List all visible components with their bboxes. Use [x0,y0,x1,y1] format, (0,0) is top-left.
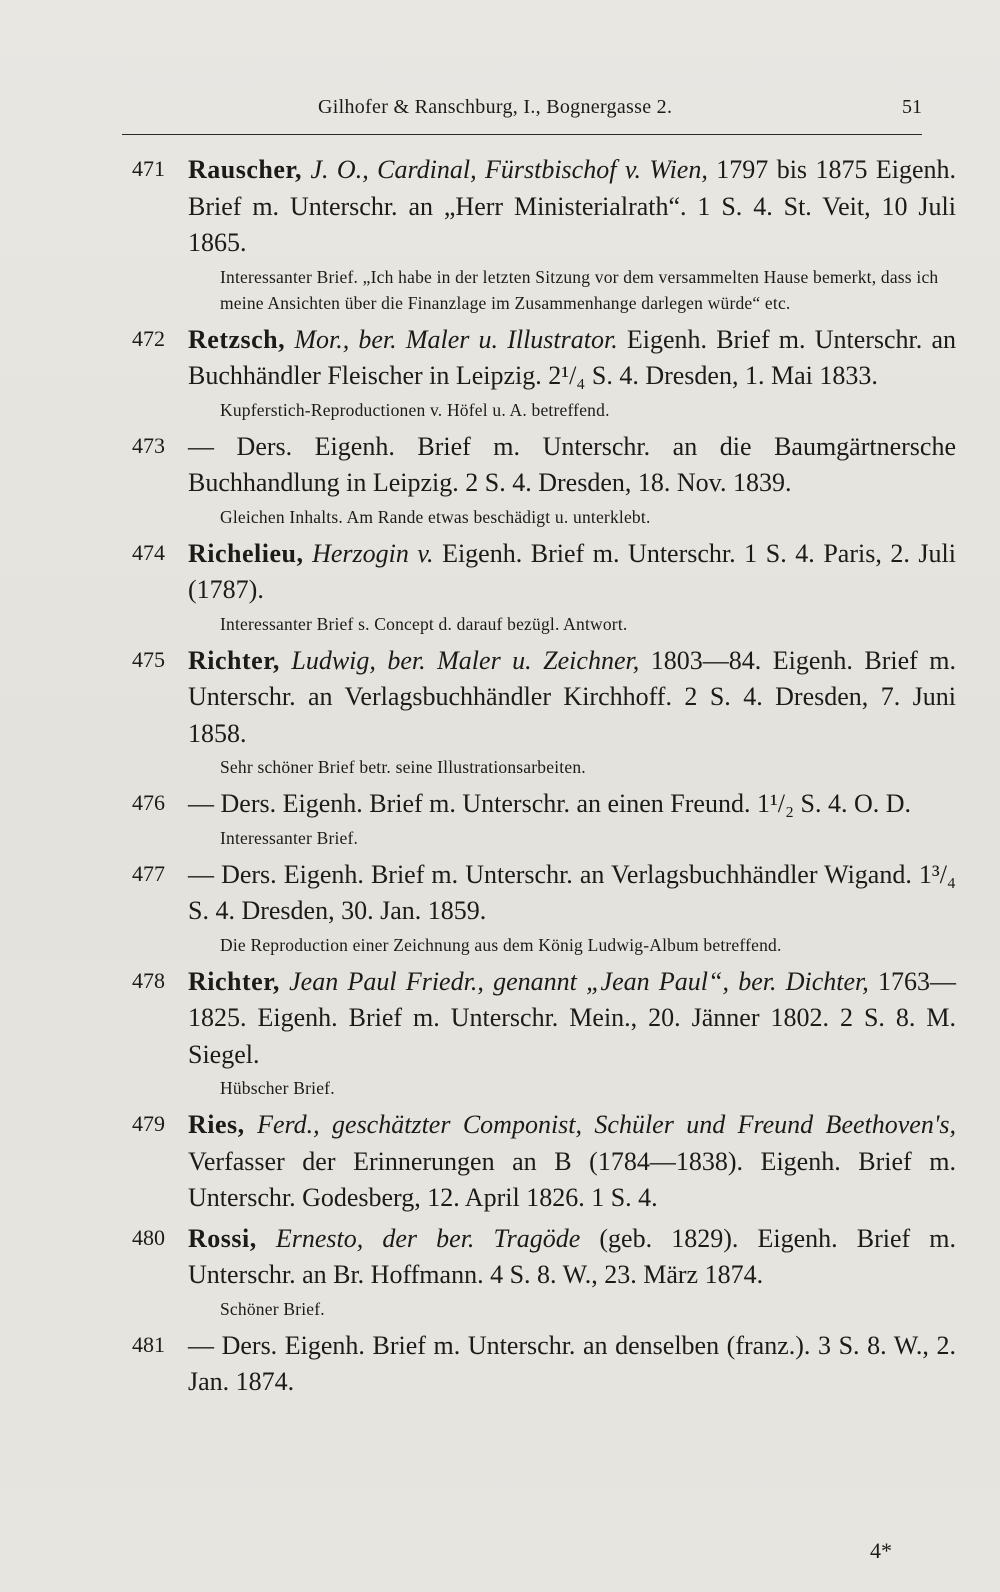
entry-note: Kupferstich-Reproductionen v. Höfel u. A. betreffend. [220,399,610,420]
entry-number: 481 [132,1331,165,1357]
entry-number: 471 [132,156,165,181]
entry-details: Eigenh. Brief m. Unterschr. an Buchhändler Fleischer in Leipzig. 2¹/₄ S. 4. Dresden, 1. Mai 1833. [188,324,956,390]
entry-details: 1763—1825. Eigenh. Brief m. Unterschr. Mein., 20. Jänner 1802. 2 S. 8. M. Siegel. [188,966,957,1069]
signature-mark: 4* [870,1538,892,1563]
entry-details: — Ders. Eigenh. Brief m. Unterschr. an denselben (franz.). 3 S. 8. W., 2. Jan. 1874. [188,1330,956,1396]
catalog-entry [132,857,956,958]
catalog-entry [132,786,952,851]
entry-description: Ferd., geschätzter Componist, Schüler und Freund Beethoven's, [257,1110,957,1139]
entry-text-block [188,536,956,609]
entry-details: — Ders. Eigenh. Brief m. Unterschr. an Verlagsbuchhändler Wigand. 1³/₄ S. 4. Dresden, 30. Jan. 1859. [188,859,956,925]
entry-details: (geb. 1829). Eigenh. Brief m. Unterschr. an Br. Hoffmann. 4 S. 8. W., 23. März 1874. [188,1223,957,1289]
entry-name: Ries, [188,1110,245,1139]
entry-note: Interessanter Brief s. Concept d. darauf bezügl. Antwort. [220,613,628,634]
catalog-entry [132,1107,957,1217]
entry-note-text: Die Reproduction einer Zeichnung aus dem König Ludwig-Album betreffend. [220,934,782,955]
entry-description: Ludwig, ber. Maler u. Zeichner, [291,645,640,675]
catalog-entry [132,152,957,316]
entry-text-block [188,964,956,1074]
entry-name: Rossi, [188,1223,257,1253]
entry-details: 1803—84. Eigenh. Brief m. Unterschr. an Verlagsbuchhändler Kirchhoff. 2 S. 4. Dresden, 7. Juni 1858. [188,645,957,748]
entry-note: Schöner Brief. [220,1298,325,1319]
entry-text-block [188,429,956,502]
entry-name: Richter, [188,645,280,675]
page-header [122,94,922,135]
entry-note: Gleichen Inhalts. Am Rande etwas beschädigt u. unterklebt. [220,506,651,527]
entry-name: Rauscher, [188,155,303,184]
entry-text-block [188,857,956,930]
entry-number: 479 [132,1111,165,1136]
entry-number: 480 [132,1224,165,1250]
entry-text-block [188,643,956,753]
catalog-entry [132,322,956,423]
entry-number: 473 [132,432,165,458]
entry-description: J. O., Cardinal, Fürstbischof v. Wien, [310,155,708,184]
entry-text-block [188,322,956,395]
entry-number: 472 [132,325,165,351]
entry-number: 477 [132,860,165,886]
entry-text-block [188,786,956,823]
catalog-entry [132,1221,957,1322]
entry-note: Interessanter Brief. [220,827,359,848]
entry-name: Retzsch, [188,324,286,354]
entry-description: Ernesto, der ber. Tragöde [275,1223,581,1253]
entry-list [132,152,957,1401]
entry-number: 475 [132,646,165,672]
entry-name: Richelieu, [188,538,304,568]
catalog-entry [132,643,957,781]
entry-note: Hübscher Brief. [220,1078,335,1098]
entry-details: — Ders. Eigenh. Brief m. Unterschr. an die Baumgärtnersche Buchhandlung in Leipzig. 2 S. 4. Dresden, 18. Nov. 1839. [188,431,956,497]
entry-details: Verfasser der Erinnerungen an B (1784—1838). Eigenh. Brief m. Unterschr. Godesberg, 12. April 1826. 1 S. 4. [188,1146,956,1212]
entry-details: 1797 bis 1875 Eigenh. Brief m. Unterschr. an „Herr Ministerialrath“. 1 S. 4. St. Veit, 10 Juli 1865. [188,155,957,257]
entry-number: 474 [132,539,165,565]
entry-details: Eigenh. Brief m. Unterschr. 1 S. 4. Paris, 2. Juli (1787). [188,538,957,604]
entry-number: 478 [132,967,165,993]
catalog-entry [132,964,957,1102]
page-number: 51 [902,96,922,118]
entry-description: Jean Paul Friedr., genannt „Jean Paul“, ber. Dichter, [289,966,869,996]
header-title: Gilhofer & Ranschburg, I., Bognergasse 2. [318,96,673,118]
catalog-entry [132,1328,956,1401]
entry-description: Mor., ber. Maler u. Illustrator. [294,324,618,354]
entry-note: Sehr schöner Brief betr. seine Illustrationsarbeiten. [220,757,586,777]
entry-note [188,932,956,958]
entry-text-block [188,1328,956,1401]
entry-text-block [188,1221,956,1294]
entry-description: Herzogin v. [312,538,434,568]
entry-name: Richter, [188,966,280,996]
catalog-entry [132,429,956,530]
entry-text-block [188,1107,956,1217]
entry-note: Interessanter Brief. „Ich habe in der letzten Sitzung vor dem versammelten Hause bemerkt, dass ich meine Ansichten über die Finanzlage im Zusammenhange darlegen würde“ etc. [220,266,939,313]
entry-details: — Ders. Eigenh. Brief m. Unterschr. an einen Freund. 1¹/₂ S. 4. O. D. [188,789,912,818]
entry-number: 476 [132,790,165,815]
catalog-entry [132,536,957,637]
entry-text-block [188,152,956,262]
